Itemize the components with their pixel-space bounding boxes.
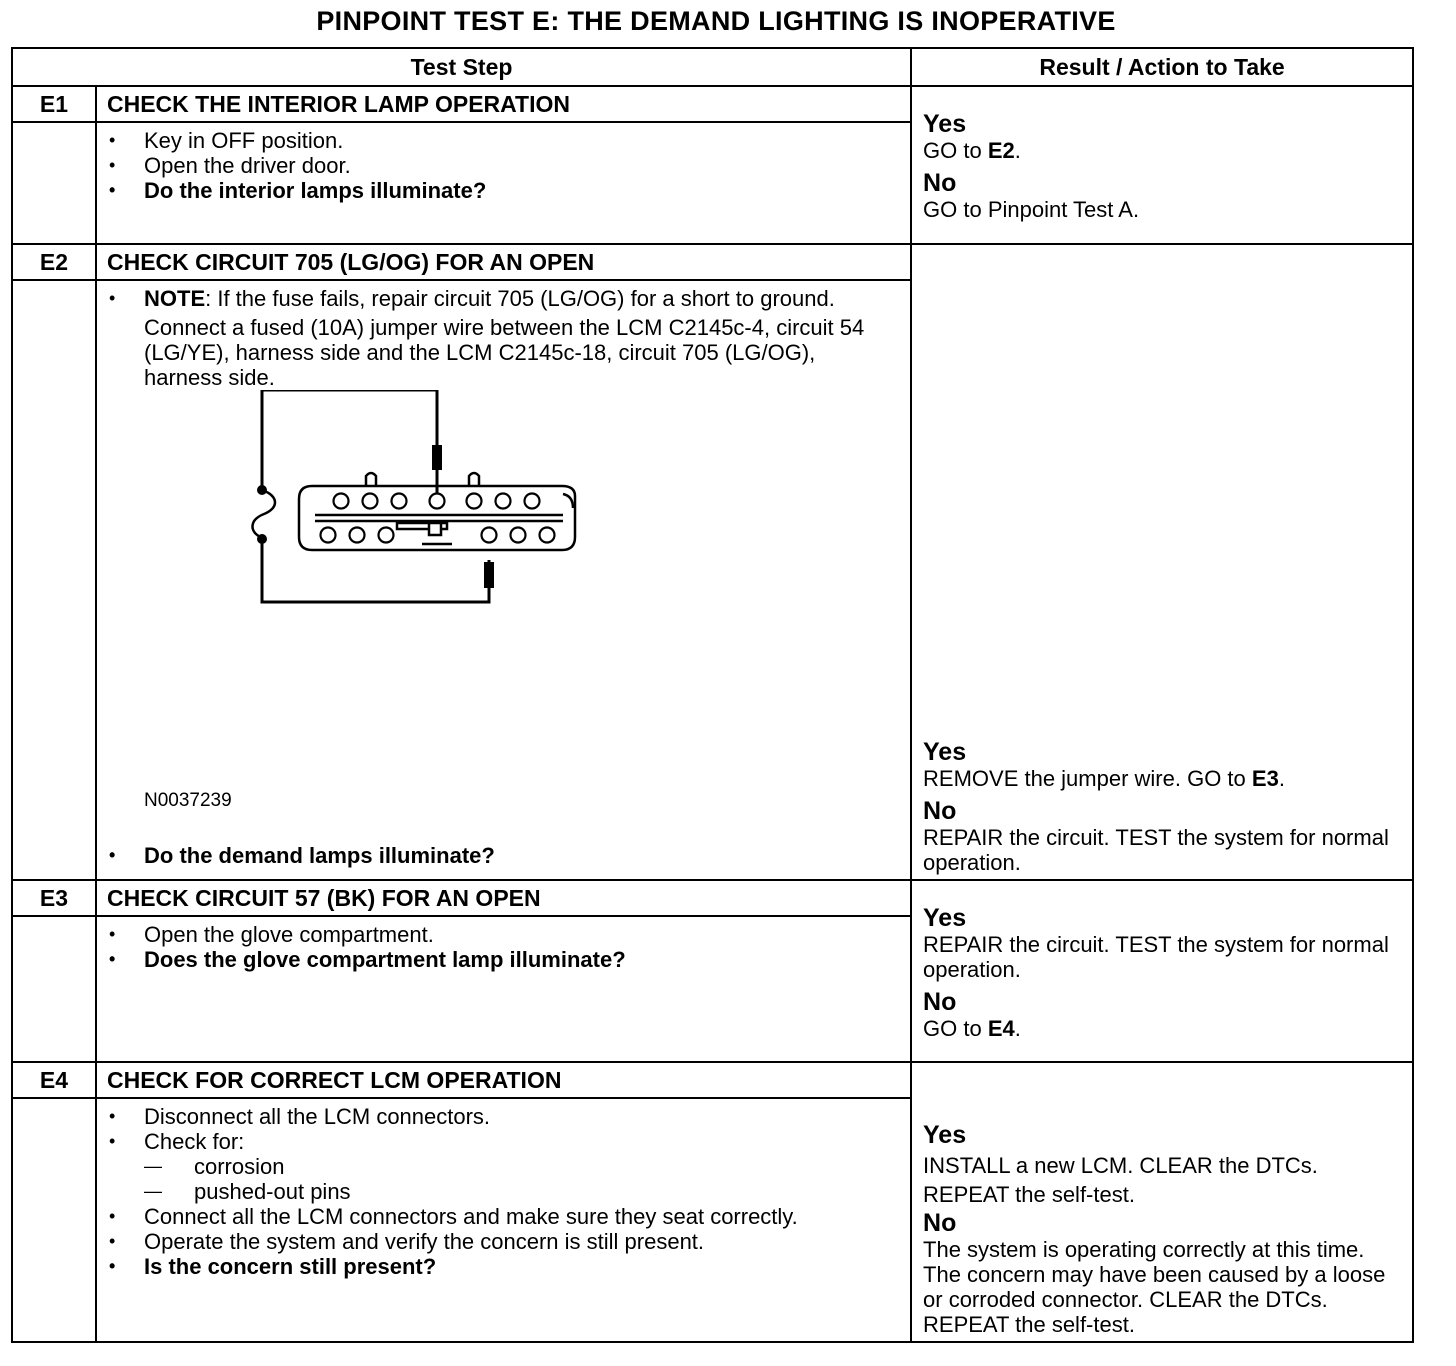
step-e2-result [911, 244, 1413, 880]
figure-code: N0037239 [144, 790, 232, 811]
step-e3-body [96, 916, 911, 1062]
yes-action-line: INSTALL a new LCM. CLEAR the DTCs. [923, 1153, 1318, 1178]
result-header: Result / Action to Take [911, 48, 1413, 86]
no-label: No [923, 797, 957, 825]
sub-item: — corrosion [144, 1154, 896, 1179]
no-label: No [923, 169, 957, 197]
no-action: GO to Pinpoint Test A. [923, 197, 1140, 222]
no-action: REPAIR the circuit. TEST the system for normal operation. [923, 825, 1389, 875]
step-e2-title-row [12, 244, 1413, 280]
list-item-question: • Do the interior lamps illuminate? [107, 178, 896, 203]
no-action: The system is operating correctly at this time. The concern may have been caused by a loose or corroded connector. CLEAR the DTCs. REPEAT the self-test. [923, 1237, 1386, 1337]
list-item: • Key in OFF position. [107, 128, 896, 153]
list-item-question: • Is the concern still present? [107, 1254, 896, 1279]
list-item-question: • Does the glove compartment lamp illuminate? [107, 947, 896, 972]
yes-label: Yes [923, 1121, 967, 1149]
step-title: CHECK CIRCUIT 57 (BK) FOR AN OPEN [96, 880, 911, 916]
step-e4-title-row [12, 1062, 1413, 1098]
list-item: • Open the driver door. [107, 153, 896, 178]
yes-label: Yes [923, 903, 967, 932]
no-label: No [923, 1209, 957, 1237]
step-e2-body [96, 280, 911, 880]
yes-action: GO to E2. [923, 138, 1021, 163]
yes-action: REPAIR the circuit. TEST the system for normal operation. [923, 931, 1389, 982]
list-item: • Disconnect all the LCM connectors. [107, 1104, 896, 1129]
no-label: No [923, 987, 957, 1016]
step-e1-result [911, 86, 1413, 244]
step-title: CHECK CIRCUIT 705 (LG/OG) FOR AN OPEN [96, 244, 911, 280]
step-title: CHECK THE INTERIOR LAMP OPERATION [96, 86, 911, 122]
list-item-question: • Do the demand lamps illuminate? [107, 843, 896, 868]
step-e1-title-row [12, 86, 1413, 122]
step-e3-result [911, 880, 1413, 1062]
step-id: E3 [12, 880, 96, 916]
list-item: • Open the glove compartment. [107, 922, 896, 947]
step-e1-body [96, 122, 911, 244]
step-id: E1 [12, 86, 96, 122]
yes-action-line: REPEAT the self-test. [923, 1182, 1135, 1207]
step-title: CHECK FOR CORRECT LCM OPERATION [96, 1062, 911, 1098]
sub-item: — pushed-out pins [144, 1179, 896, 1204]
instruction-text: Connect a fused (10A) jumper wire between the LCM C2145c-4, circuit 54 (LG/YE), harness side and the LCM C2145c-18, circuit 705 (LG/OG), harness side. [144, 315, 865, 390]
connector-diagram [107, 390, 896, 800]
step-e3-title-row [12, 880, 1413, 916]
header-row [12, 48, 1413, 86]
no-action: GO to E4. [923, 1015, 1021, 1041]
step-e4-result [911, 1062, 1413, 1342]
pinpoint-test-table [11, 47, 1414, 1343]
page-title: PINPOINT TEST E: THE DEMAND LIGHTING IS INOPERATIVE [316, 6, 1116, 36]
list-item: • Connect all the LCM connectors and make sure they seat correctly. [107, 1204, 896, 1229]
step-e4-body [96, 1098, 911, 1342]
list-item: • Operate the system and verify the concern is still present. [107, 1229, 896, 1254]
yes-label: Yes [923, 110, 967, 138]
yes-action: REMOVE the jumper wire. GO to E3. [923, 766, 1285, 791]
test-step-header: Test Step [12, 48, 911, 86]
step-id: E2 [12, 244, 96, 280]
list-item-note: • NOTE: If the fuse fails, repair circuit 705 (LG/OG) for a short to ground. Connect a fused (10A) jumper wire between the LCM C2145c-4, circuit 54 (LG/YE), harness side and the LCM C2145c-18, circuit 705 (LG/OG), harness side. [107, 286, 896, 390]
list-item: • Check for: — corrosion — pushed-out pins [107, 1129, 896, 1204]
lcm-connector-jumper-diagram [107, 390, 907, 800]
yes-label: Yes [923, 738, 967, 766]
step-id: E4 [12, 1062, 96, 1098]
